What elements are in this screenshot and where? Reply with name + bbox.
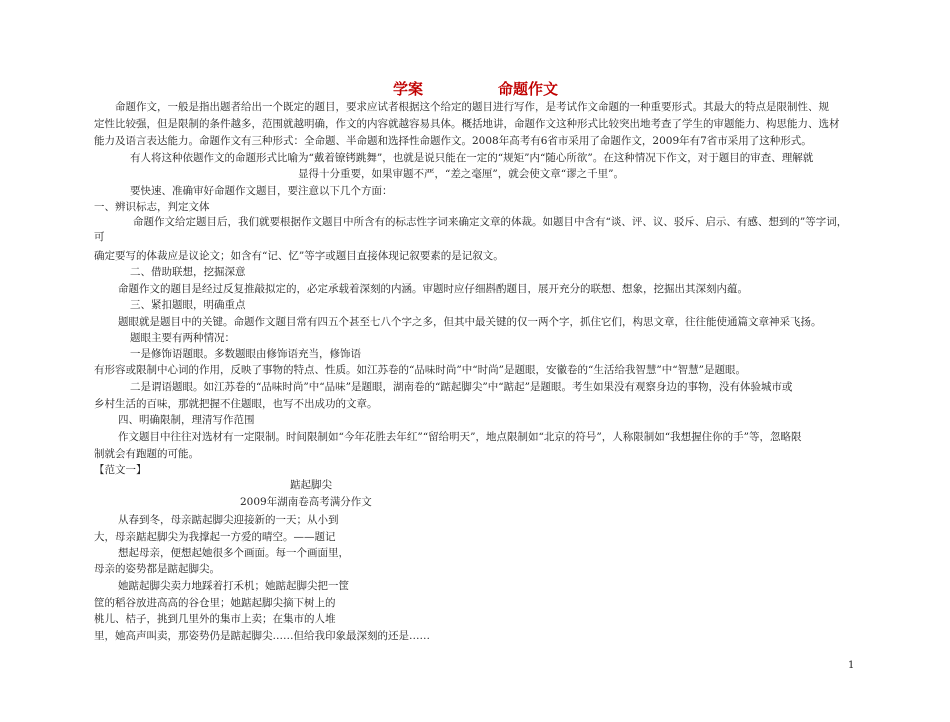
essay-line: 大，母亲踮起脚尖为我撑起一方爱的晴空。——题记 xyxy=(94,531,336,543)
essay-line: 想起母亲，便想起她很多个画面。每一个画面里， xyxy=(118,547,349,559)
text-line: 制就会有跑题的可能。 xyxy=(94,448,199,460)
text-line: 有形容或限制中心词的作用，反映了事物的特点、性质。如江苏卷的“品味时尚”中“时尚”是题眼，安徽卷的“生活给我智慧”中“智慧”是题眼。 xyxy=(94,364,746,376)
section-heading: 一、辨识标志，判定文体 xyxy=(94,201,210,213)
text-line: 可 xyxy=(94,231,105,243)
text-line: 题眼就是题目中的关键。命题作文题目常有四五个甚至七八个字之多，但其中最关键的仅一两个字，抓住它们，构思文章，往往能使通篇文章神采飞扬。 xyxy=(118,316,822,328)
text-line: 要快速、准确审好命题作文题目，要注意以下几个方面： xyxy=(130,185,393,197)
essay-title: 踮起脚尖 xyxy=(290,479,332,491)
page-title xyxy=(0,78,950,98)
text-line: 有人将这种依题作文的命题形式比喻为“戴着镣铐跳舞”，也就是说只能在一定的“规矩”内“随心所欲”。在这种情况下作文，对于题目的审查、理解就 xyxy=(130,152,814,164)
essay-line: 从春到冬，母亲踮起脚尖迎接新的一天；从小到 xyxy=(118,514,339,526)
text-line: 二是谓语题眼。如江苏卷的“品味时尚”中“品味”是题眼，湖南卷的“踮起脚尖”中“踮起”是题眼。考生如果没有观察身边的事物，没有体验城市或 xyxy=(130,381,793,393)
title-left: 学案 xyxy=(393,80,424,98)
text-line: 显得十分重要，如果审题不严，“差之毫厘”，就会使文章“谬之千里”。 xyxy=(298,168,624,180)
text-line: 定性比较强，但是限制的条件越多，范围就越明确，作文的内容就越容易具体。概括地讲，命题作文这种形式比较突出地考查了学生的审题能力、构思能力、选材 xyxy=(94,118,840,130)
essay-line: 她踮起脚尖卖力地踩着打禾机；她踮起脚尖把一筐 xyxy=(118,580,349,592)
text-line: 命题作文的题目是经过反复推敲拟定的，必定承载着深刻的内涵。审题时应仔细斟酌题目，展开充分的联想、想象，挖掘出其深刻内蕴。 xyxy=(118,283,748,295)
text-line: 题眼主要有两种情况： xyxy=(130,332,235,344)
text-line: 乡村生活的百味，那就把握不住题眼，也写不出成功的文章。 xyxy=(94,398,378,410)
sample-essay-label: 【范文一】 xyxy=(94,464,147,476)
section-heading: 二、借助联想，挖掘深意 xyxy=(130,266,246,278)
essay-line: 母亲的姿势都是踮起脚尖。 xyxy=(94,563,220,575)
essay-subtitle: 2009年湖南卷高考满分作文 xyxy=(240,496,372,508)
section-heading: 三、紧扣题眼，明确重点 xyxy=(130,299,246,311)
text-line: 作文题目中往往对选材有一定限制。时间限制如“今年花胜去年红”“留给明天”，地点限制如“北京的符号”，人称限制如“我想握住你的手”等，忽略限 xyxy=(118,431,802,443)
essay-line: 桃儿、桔子，挑到几里外的集市上卖；在集市的人堆 xyxy=(94,613,336,625)
essay-line: 里，她高声叫卖，那姿势仍是踮起脚尖……但给我印象最深刻的还是…… xyxy=(94,630,430,642)
text-line: 命题作文，一般是指出题者给出一个既定的题目，要求应试者根据这个给定的题目进行写作，是考试作文命题的一种重要形式。其最大的特点是限制性、规 xyxy=(115,101,829,113)
text-line: 能力及语言表达能力。命题作文有三种形式：全命题、半命题和选择性命题作文。2008年高考有6省市采用了命题作文，2009年有7省市采用了这种形式。 xyxy=(94,135,812,147)
text-line: 一是修饰语题眼。多数题眼由修饰语充当，修饰语 xyxy=(130,348,361,360)
title-right: 命题作文 xyxy=(498,80,559,98)
section-heading: 四、明确限制，理清写作范围 xyxy=(118,414,255,426)
text-line: 确定要写的体裁应是议论文；如含有“记、忆”等字或题目直接体现记叙要素的是记叙文。 xyxy=(94,250,504,262)
page-number: 1 xyxy=(848,660,855,671)
text-line: 命题作文给定题目后，我们就要根据作文题目中所含有的标志性字词来确定文章的体裁。如题目中含有“谈、评、议、驳斥、启示、有感、想到的”等字词， xyxy=(133,216,848,228)
essay-line: 筐的稻谷放进高高的谷仓里；她踮起脚尖摘下树上的 xyxy=(94,597,336,609)
